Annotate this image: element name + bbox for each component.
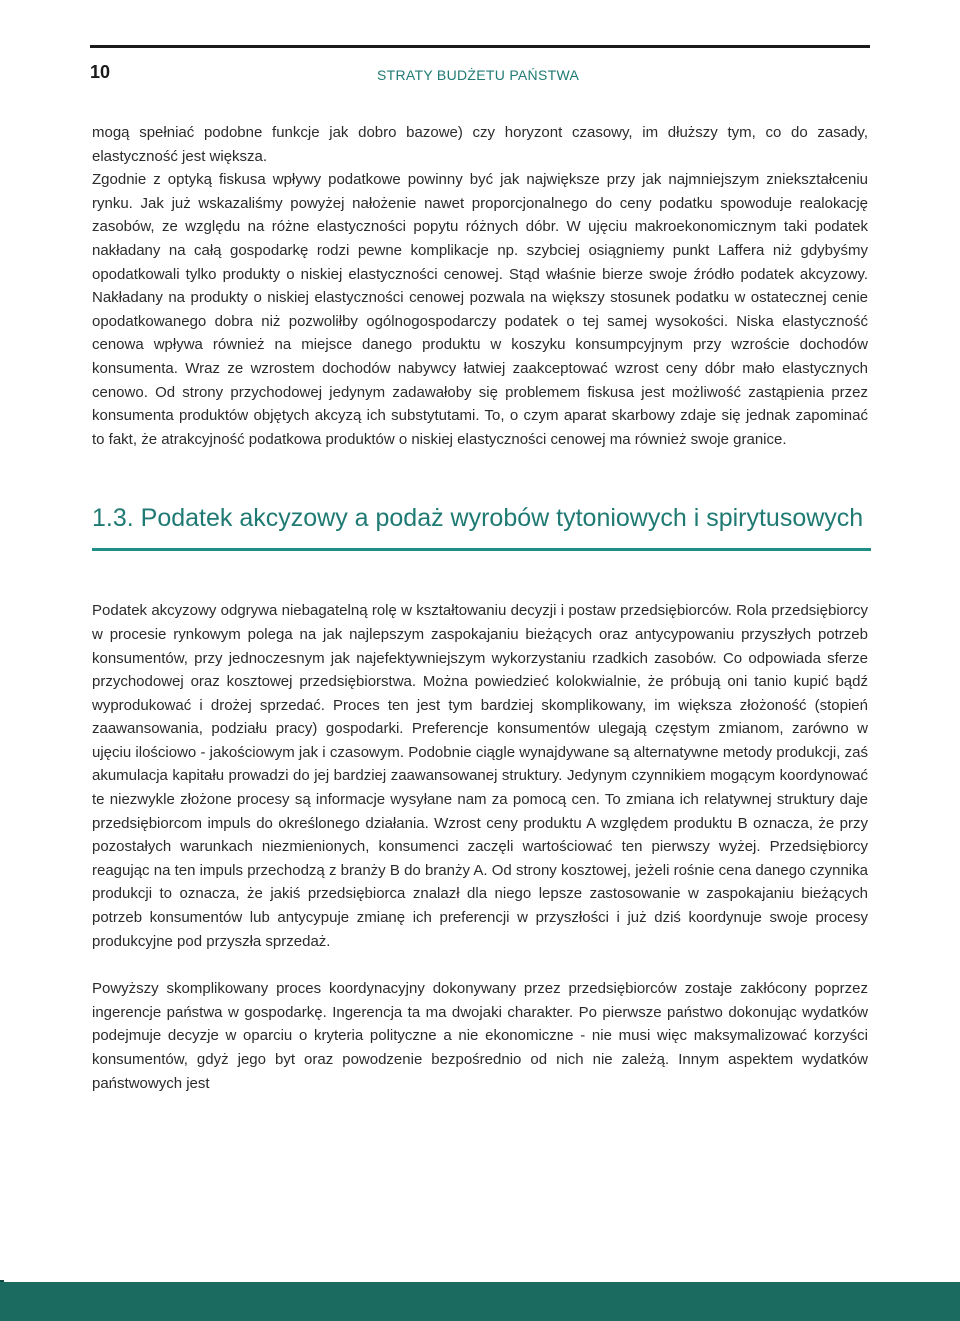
paragraph-entrepreneur-role: Podatek akcyzowy odgrywa niebagatelną rolę w kształtowaniu decyzji i postaw przedsiębiorców. Rola przedsiębiorcy w procesie rynkowym polega na jak najlepszym zaspokajaniu bieżących oraz antycypowaniu przyszłych potrzeb konsumentów, przy jednoczesnym jak najefektywniejszym wykorzystaniu rzadkich zasobów. Co odpowiada sferze przychodowej oraz kosztowej przedsiębiorstwa. Można powiedzieć kolokwialnie, że próbują oni tanio kupić bądź wyprodukować i drożej sprzedać. Proces ten jest tym bardziej skomplikowany, im większa złożoność (stopień zaawansowania, podziału pracy) gospodarki. Preferencje konsumentów ulegają częstym zmianom, zarówno w ujęciu ilościowo - jakościowym jak i czasowym. Podobnie ciągle wynajdywane są alternatywne metody produkcji, zaś akumulacja kapitału prowadzi do jej bardziej zaawansowanej struktury. Jedynym czynnikiem mogącym koordynować te niezwykle złożone procesy są informacje wysyłane nam za pomocą cen. To zmiana ich relatywnej struktury daje przedsiębiorcom impuls do określonego działania. Wzrost ceny produktu A względem produktu B oznacza, że przy pozostałych warunkach niezmienionych, konsumenci zaczęli wartościować ten pierwszy wyżej. Przedsiębiorcy reagując na ten impuls przechodzą z branży B do branży A. Od strony kosztowej, jeżeli rośnie cena danego czynnika produkcji to oznacza, że jakiś przedsiębiorca znalazł dla niego lepsze zastosowanie w zaspokajaniu bieżących potrzeb konsumentów lub antycypuje zmianę ich preferencji w przyszłości i już dziś koordynuje swoje procesy produkcyjne pod przyszła sprzedaż. bbox=[92, 602, 868, 950]
section-heading bbox=[92, 501, 868, 536]
section-title: Podatek akcyzowy a podaż wyrobów tytoniowych i spirytusowych bbox=[140, 504, 864, 533]
paragraph-continuation: mogą spełniać podobne funkcje jak dobro bazowe) czy horyzont czasowy, im dłuższy tym, co do zasady, elastyczność jest większa. bbox=[92, 124, 868, 165]
footer-bar bbox=[0, 1282, 960, 1321]
page-body bbox=[92, 121, 868, 1095]
paragraph-state-interference: Powyższy skomplikowany proces koordynacyjny dokonywany przez przedsiębiorców zostaje zakłócony poprzez ingerencje państwa w gospodarkę. Ingerencja ta ma dwojaki charakter. Po pierwsze państwo dokonując wydatków podejmuje decyzje w oparciu o kryteria polityczne a nie ekonomiczne - nie musi więc maksymalizować korzyści konsumentów, gdyż jego byt oraz powodzenie bezpośrednio od nich nie zależą. Innym aspektem wydatków państwowych jest bbox=[92, 980, 868, 1092]
running-header-title: STRATY BUDŻETU PAŃSTWA bbox=[377, 67, 580, 83]
page-number: 10 bbox=[90, 62, 111, 82]
section-number: 1.3. bbox=[92, 504, 134, 533]
header-rule bbox=[90, 45, 870, 48]
paragraph-fiscal-view: Zgodnie z optyką fiskusa wpływy podatkowe powinny być jak największe przy jak najmniejszym zniekształceniu rynku. Jak już wskazaliśmy powyżej nałożenie nawet proporcjonalnego do ceny podatku spowoduje realokację zasobów, ze względu na różne elastyczności popytu różnych dóbr. W ujęciu makroekonomicznym taki podatek nakładany na całą gospodarkę rodzi pewne komplikacje np. szybciej osiągniemy punkt Laffera niż gdybyśmy opodatkowali tylko produkty o niskiej elastyczności cenowej. Stąd właśnie bierze swoje źródło podatek akcyzowy. Nakładany na produkty o niskiej elastyczności cenowej pozwala na większy stosunek podatku w ostatecznej cenie opodatkowanego dobra niż pozwoliłby ogólnogospodarczy podatek o tej samej wysokości. Niska elastyczność cenowa wpływa również na miejsce danego produktu w koszyku konsumpcyjnym przy wzroście dochodów konsumenta. Wraz ze wzrostem dochodów nabywcy łatwiej zaakceptować wzrost ceny dóbr mało elastycznych cenowo. Od strony przychodowej jedynym zadawałoby się problemem fiskusa jest możliwość zastąpienia przez konsumenta produktów objętych akcyzą ich substytutami. To, o czym aparat skarbowy zdaje się jednak zapominać to fakt, że atrakcyjność podatkowa produktów o niskiej elastyczności cenowej ma również swoje granice. bbox=[92, 171, 868, 448]
section-heading-rule bbox=[92, 548, 871, 551]
